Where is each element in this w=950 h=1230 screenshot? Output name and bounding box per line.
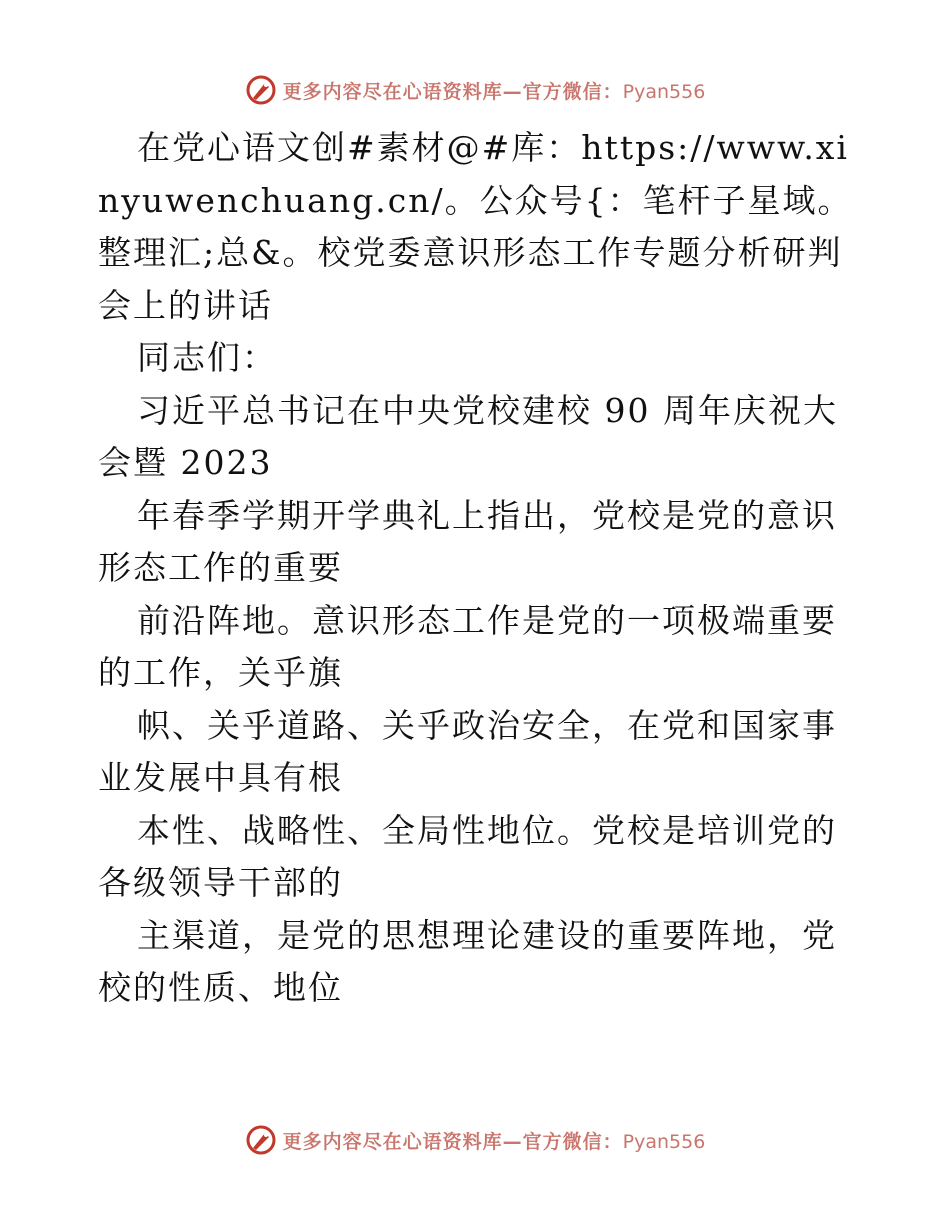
banner-text: 更多内容尽在心语资料库—官方微信：Pyan556 xyxy=(282,1130,706,1153)
paragraph: 前沿阵地。意识形态工作是党的一项极端重要的工作，关乎旗 xyxy=(98,600,837,692)
header-watermark-banner xyxy=(0,70,950,110)
wechat-id: Pyan556 xyxy=(622,80,706,103)
wechat-id: Pyan556 xyxy=(622,1130,706,1153)
paragraph: 年春季学期开学典礼上指出，党校是党的意识形态工作的重要 xyxy=(98,495,837,587)
paragraph: 帜、关乎道路、关乎政治安全，在党和国家事业发展中具有根 xyxy=(98,705,837,797)
greeting: 同志们： xyxy=(137,338,277,377)
pen-nib-logo-icon xyxy=(245,1124,277,1156)
document-title: 在党心语文创#素材@#库：https://www.xinyuwenchuang.cn/。公众号{：笔杆子星域。整理汇;总&。校党委意识形态工作专题分析研判会上的讲话 xyxy=(98,128,853,325)
paragraph: 习近平总书记在中央党校建校 90 周年庆祝大会暨 2023 xyxy=(98,390,838,482)
paragraph: 本性、战略性、全局性地位。党校是培训党的各级领导干部的 xyxy=(98,810,837,902)
footer-watermark-banner xyxy=(0,1120,950,1160)
banner-text: 更多内容尽在心语资料库—官方微信：Pyan556 xyxy=(282,80,706,103)
paragraph: 主渠道，是党的思想理论建设的重要阵地，党校的性质、地位 xyxy=(98,915,837,1007)
document-body xyxy=(98,122,858,1015)
pen-nib-logo-icon xyxy=(245,74,277,106)
